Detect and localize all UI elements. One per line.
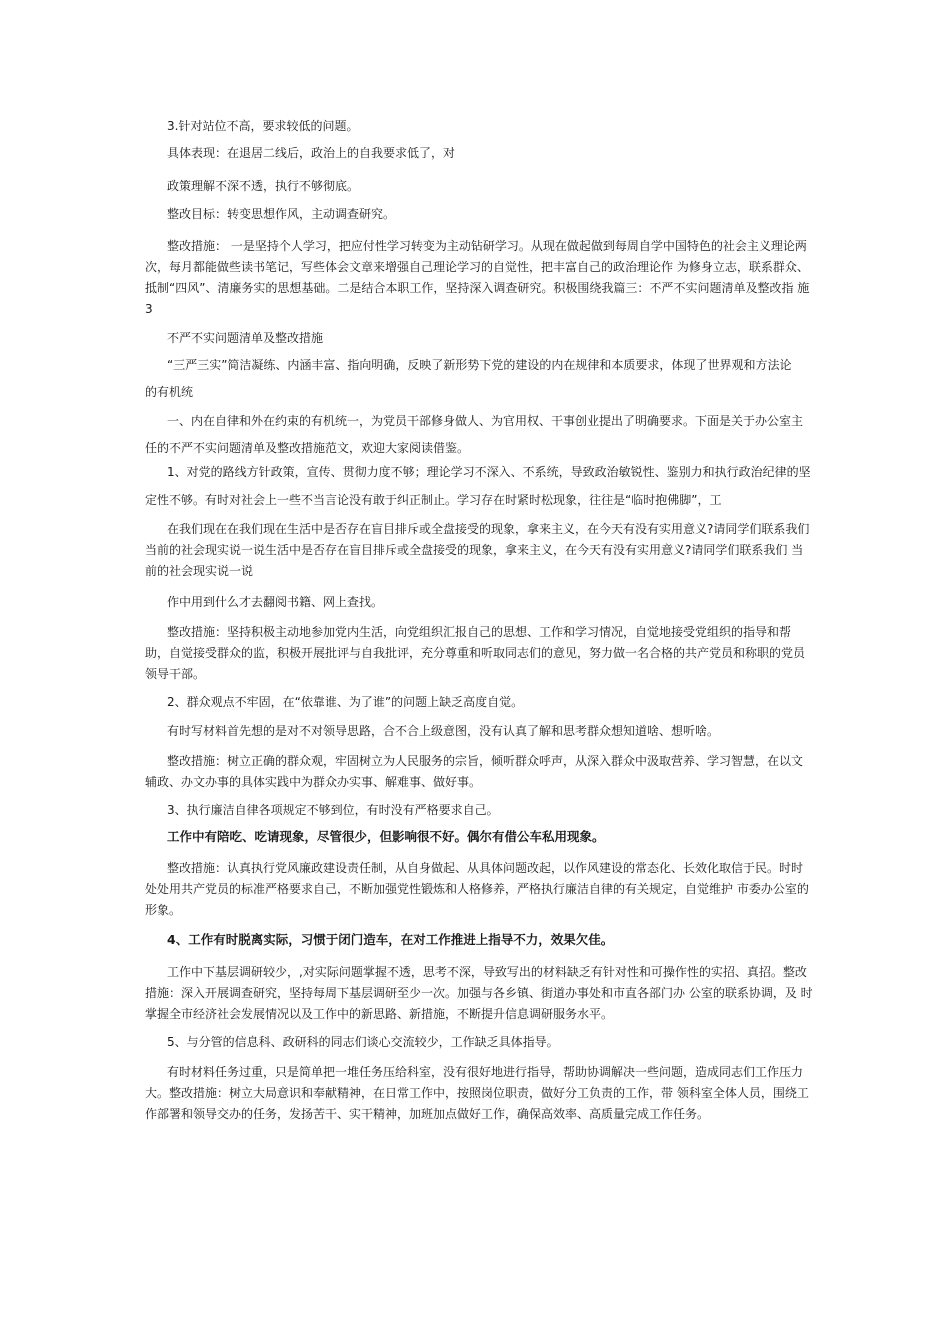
- paragraph: 任的不严不实问题清单及整改措施范文，欢迎大家阅读借鉴。: [145, 441, 470, 455]
- paragraph: 工作中有陪吃、吃请现象，尽管很少，但影响很不好。偶尔有借公车私用现象。: [167, 829, 605, 844]
- paragraph: 整改目标：转变思想作风，主动调查研究。: [167, 207, 396, 221]
- paragraph: 3.针对站位不高，要求较低的问题。: [167, 119, 359, 133]
- paragraph: 一、内在自律和外在约束的有机统一，为党员干部修身做人、为官用权、干事创业提出了明确要求。下面是关于办公室主: [167, 414, 804, 428]
- paragraph: 3、执行廉洁自律各项规定不够到位，有时没有严格要求自己。: [167, 803, 499, 817]
- paragraph: 整改措施：认真执行党风廉政建设责任制，从自身做起、从具体问题改起，以作风建设的常态化、长效化取信于民。时时处处用共产党员的标准严格要求自己，不断加强党性锻炼和人格修养，严格执行廉洁自律的有关规定，自觉维护 市委办公室的 形象。: [145, 861, 809, 917]
- paragraph: 4、工作有时脱离实际，习惯于闭门造车，在对工作推进上指导不力，效果欠佳。: [167, 932, 614, 947]
- paragraph: 的有机统: [145, 385, 194, 399]
- paragraph: “三严三实”简洁凝练、内涵丰富、指向明确，反映了新形势下党的建设的内在规律和本质要求，体现了世界观和方法论: [167, 358, 792, 372]
- paragraph: 定性不够。有时对社会上一些不当言论没有敢于纠正制止。学习存在时紧时松现象，往往是“临时抱佛脚”，工: [145, 493, 722, 507]
- paragraph: 不严不实问题清单及整改措施: [167, 331, 324, 345]
- paragraph: 1、对党的路线方针政策，宣传、贯彻力度不够；理论学习不深入、不系统，导致政治敏锐性、鉴别力和执行政治纪律的坚: [167, 465, 811, 479]
- paragraph: 5、与分管的信息科、政研科的同志们谈心交流较少，工作缺乏具体指导。: [167, 1035, 559, 1049]
- paragraph: 具体表现：在退居二线后，政治上的自我要求低了，对: [167, 146, 456, 160]
- paragraph: 整改措施：树立正确的群众观，牢固树立为人民服务的宗旨，倾听群众呼声，从深入群众中汲取营养、学习智慧，在以文 辅政、办文办事的具体实践中为群众办实事、解难事、做好事。: [145, 754, 804, 789]
- paragraph: 在我们现在在我们现在生活中是否存在盲目排斥或全盘接受的现象，拿来主义，在今天有没有实用意义?请同学们联系我们当前的社会现实说一说生活中是否存在盲目排斥或全盘接受的现象，拿来主义，在今天有没有实用意义?请同学们联系我们 当前的社会现实说一说: [145, 522, 810, 578]
- paragraph: 工作中下基层调研较少，,对实际问题掌握不透，思考不深，导致写出的材料缺乏有针对性和可操作性的实招、真招。整改措施：深入开展调查研究，坚持每周下基层调研至少一次。加强与各乡镇、街道办事处和市直各部门办 公室的联系协调，及 时掌握全市经济社会发展情况以及工作中的新思路、新措施，不断提升信息调研服务水平。: [145, 965, 813, 1021]
- paragraph: 2、群众观点不牢固，在“依靠谁、为了谁”的问题上缺乏高度自觉。: [167, 695, 524, 709]
- paragraph: 政策理解不深不透，执行不够彻底。: [167, 179, 360, 193]
- paragraph: 有时写材料首先想的是对不对领导思路，合不合上级意图，没有认真了解和思考群众想知道啥、想听啥。: [167, 724, 720, 738]
- paragraph: 有时材料任务过重，只是简单把一堆任务压给科室，没有很好地进行指导，帮助协调解决一些问题，造成同志们工作压力大。整改措施：树立大局意识和奉献精神，在日常工作中，按照岗位职责，做好分工负责的工作，带 领科室全体人员，围绕工 作部署和领导交办的任务，发扬苦干、实干精神，加班加点做好工作，确保高效率、高质量完成工作任务。: [145, 1065, 809, 1121]
- paragraph: 整改措施：坚持积极主动地参加党内生活，向党组织汇报自己的思想、工作和学习情况，自觉地接受党组织的指导和帮助，自觉接受群众的监，积极开展批评与自我批评，充分尊重和听取同志们的意见，努力做一名合格的共产党员和称职的党员领导干部。: [145, 625, 806, 681]
- paragraph: 作中用到什么才去翻阅书籍、网上查找。: [167, 595, 384, 609]
- paragraph: 整改措施： 一是坚持个人学习，把应付性学习转变为主动钻研学习。从现在做起做到每周自学中国特色的社会主义理论两次，每月都能做些读书笔记，写些体会文章来增强自己理论学习的自觉性，把丰富自己的政治理论作 为修身立志，联系群众、 抵制“四风”、清廉务实的思想基础。二是结合本职工作，坚持深入调查研究。积极围绕我篇三：不严不实问题清单及整改指 施 3: [145, 239, 810, 316]
